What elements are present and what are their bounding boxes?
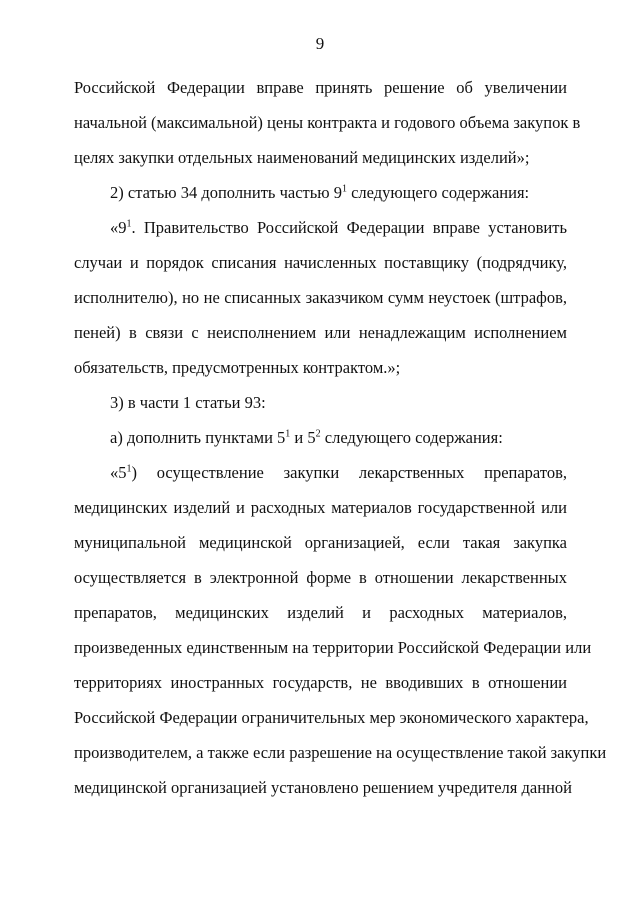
text-line: пеней) в связи с неисполнением или ненадлежащим исполнением: [74, 323, 567, 342]
item-2-text: 2) статью 34 дополнить частью 9: [110, 183, 342, 202]
text-line: производителем, а также если разрешение на осуществление такой закупки: [74, 743, 607, 762]
text-line: исполнителю), но не списанных заказчиком сумм неустоек (штрафов,: [74, 288, 567, 307]
text-line: муниципальной медицинской организацией, если такая закупка: [74, 533, 567, 552]
text-line: случаи и порядок списания начисленных поставщику (подрядчику,: [74, 253, 567, 272]
text-line: медицинских изделий и расходных материалов государственной или: [74, 498, 567, 517]
text-line: медицинской организацией установлено решением учредителя данной: [74, 778, 572, 797]
text-line: начальной (максимальной) цены контракта и годового объема закупок в: [74, 113, 581, 132]
text-line: осуществляется в электронной форме в отношении лекарственных: [74, 568, 567, 587]
item-5-1-paragraph: [110, 463, 567, 483]
text-line: Российской Федерации ограничительных мер экономического характера,: [74, 708, 589, 727]
superscript: 1: [341, 183, 347, 195]
item-5-1-text: ) осуществление закупки лекарственных препаратов,: [131, 463, 567, 482]
superscript: 1: [285, 428, 291, 440]
superscript: 1: [126, 463, 132, 475]
quote-9-open: «9: [110, 218, 127, 237]
quote-9-1-paragraph: [110, 218, 567, 238]
item-3a-text-end: следующего содержания:: [320, 428, 503, 447]
text-line: территориях иностранных государств, не вводивших в отношении: [74, 673, 567, 692]
page-number: 9: [315, 34, 325, 53]
text-line: препаратов, медицинских изделий и расходных материалов,: [74, 603, 567, 622]
item-3-heading: 3) в части 1 статьи 93:: [110, 393, 266, 412]
item-2-paragraph: [110, 183, 567, 203]
item-3a-text: а) дополнить пунктами 5: [110, 428, 286, 447]
text-line: обязательств, предусмотренных контрактом.»;: [74, 358, 401, 377]
text-line: произведенных единственным на территории Российской Федерации или: [74, 638, 592, 657]
quote-9-text: . Правительство Российской Федерации вправе установить: [131, 218, 567, 237]
item-5-1-open: «5: [110, 463, 127, 482]
superscript: 1: [126, 218, 132, 230]
item-3a-paragraph: [110, 428, 567, 448]
text-line: целях закупки отдельных наименований медицинских изделий»;: [74, 148, 530, 167]
item-2-text-end: следующего содержания:: [346, 183, 530, 202]
text-line: Российской Федерации вправе принять решение об увеличении: [74, 78, 567, 97]
item-3a-text-mid: и 5: [290, 428, 316, 447]
superscript: 2: [315, 428, 321, 440]
